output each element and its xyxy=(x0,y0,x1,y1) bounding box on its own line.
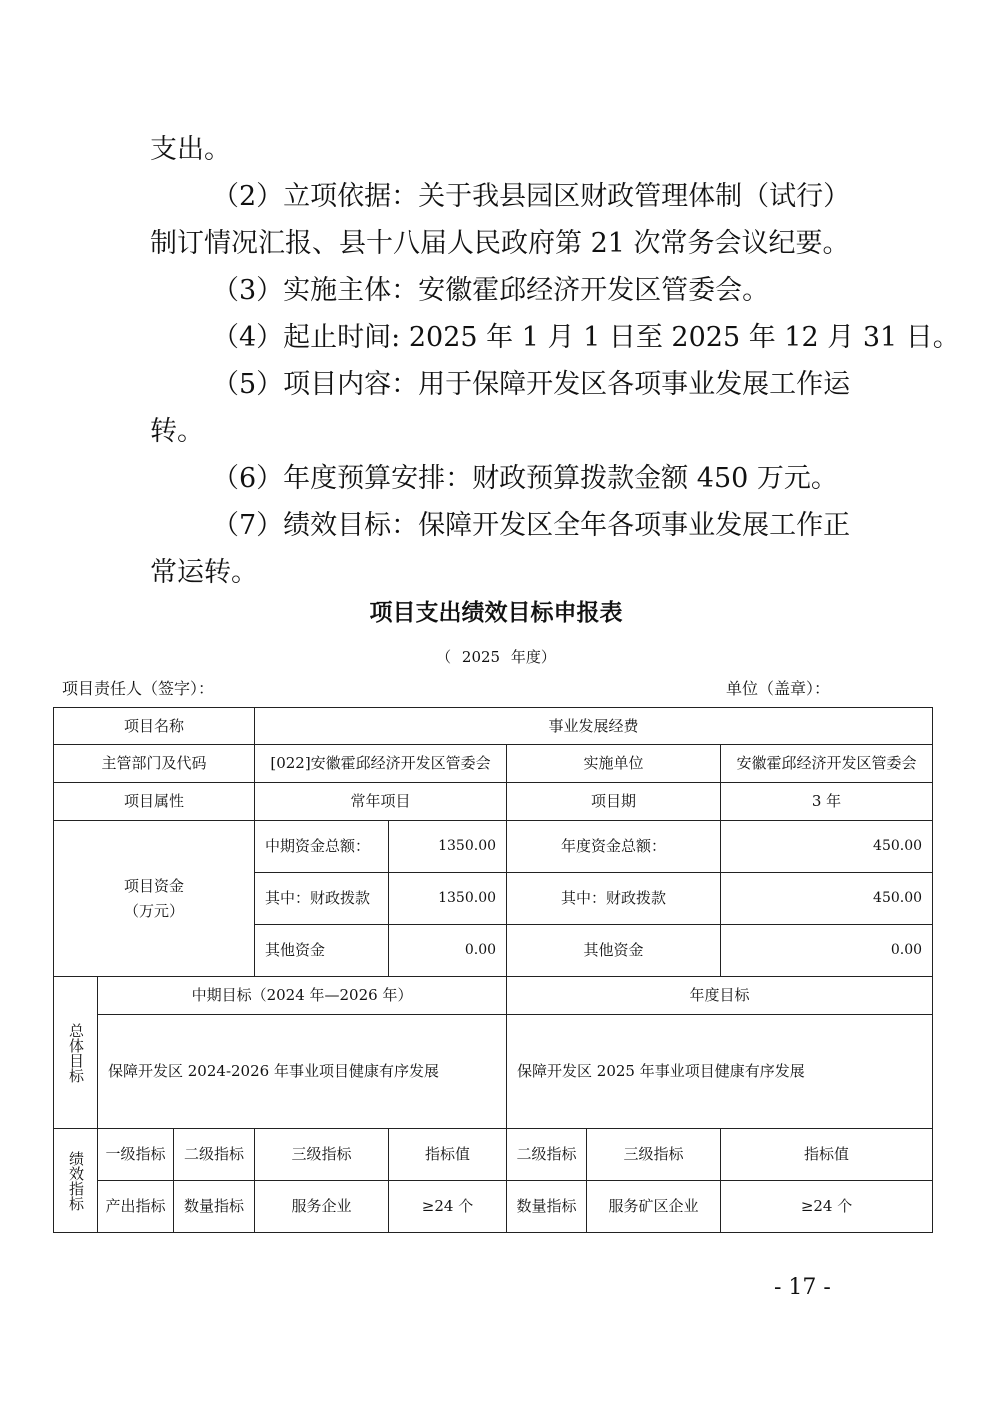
body-line: 制订情况汇报、县十八届人民政府第 21 次常务会议纪要。 xyxy=(150,228,850,259)
level1-output: 产出指标 xyxy=(98,1181,174,1233)
page-number: - 17 - xyxy=(774,1275,831,1300)
level3-header-annual: 三级指标 xyxy=(587,1129,721,1181)
body-line: （6）年度预算安排：财政预算拨款金额 450 万元。 xyxy=(212,463,838,494)
dept-label: 主管部门及代码 xyxy=(54,745,255,783)
body-line: （4）起止时间: 2025 年 1 月 1 日至 2025 年 12 月 31 日。 xyxy=(212,322,960,353)
dept-value: [022]安徽霍邱经济开发区管委会 xyxy=(255,745,507,783)
funds-label-unit: （万元） xyxy=(124,901,185,920)
level2-header: 二级指标 xyxy=(174,1129,255,1181)
funds-label-line: 项目资金 xyxy=(124,876,185,895)
body-line: 常运转。 xyxy=(150,557,258,588)
perf-indicator-label: 绩效指标 xyxy=(54,1129,98,1233)
form-year: （ 2025 年度） xyxy=(436,648,556,666)
impl-unit-value: 安徽霍邱经济开发区管委会 xyxy=(721,745,933,783)
indicator-value-annual: ≥24 个 xyxy=(721,1181,933,1233)
mid-goal-text: 保障开发区 2024-2026 年事业项目健康有序发展 xyxy=(98,1015,507,1129)
project-period-label: 项目期 xyxy=(507,783,721,821)
project-name-value: 事业发展经费 xyxy=(255,708,933,745)
table-row xyxy=(54,1015,933,1129)
table-row xyxy=(54,1129,933,1181)
value-header: 指标值 xyxy=(389,1129,507,1181)
project-attr-label: 项目属性 xyxy=(54,783,255,821)
project-period-value: 3 年 xyxy=(721,783,933,821)
annual-fiscal-value: 450.00 xyxy=(721,873,933,925)
performance-goal-table xyxy=(53,707,933,1233)
annual-total-label: 年度资金总额： xyxy=(507,821,721,873)
annual-other-value: 0.00 xyxy=(721,925,933,977)
form-title: 项目支出绩效目标申报表 xyxy=(369,600,623,626)
value-header-annual: 指标值 xyxy=(721,1129,933,1181)
project-funds-label xyxy=(54,821,255,977)
level2-quantity: 数量指标 xyxy=(174,1181,255,1233)
table-row xyxy=(54,821,933,873)
impl-unit-label: 实施单位 xyxy=(507,745,721,783)
mid-total-value: 1350.00 xyxy=(389,821,507,873)
annual-fiscal-label: 其中：财政拨款 xyxy=(507,873,721,925)
body-line: （2）立项依据：关于我县园区财政管理体制（试行） xyxy=(212,181,851,212)
body-line: 转。 xyxy=(150,416,204,447)
mid-fiscal-label: 其中：财政拨款 xyxy=(255,873,389,925)
unit-seal-label: 单位（盖章）： xyxy=(726,679,831,698)
mid-other-label: 其他资金 xyxy=(255,925,389,977)
body-line: （5）项目内容：用于保障开发区各项事业发展工作运 xyxy=(212,369,851,400)
mid-fiscal-value: 1350.00 xyxy=(389,873,507,925)
annual-other-label: 其他资金 xyxy=(507,925,721,977)
annual-total-value: 450.00 xyxy=(721,821,933,873)
level3-header: 三级指标 xyxy=(255,1129,389,1181)
table-row xyxy=(54,745,933,783)
project-attr-value: 常年项目 xyxy=(255,783,507,821)
table-row xyxy=(54,1181,933,1233)
mid-goal-header: 中期目标（2024 年—2026 年） xyxy=(98,977,507,1015)
level2-header-annual: 二级指标 xyxy=(507,1129,587,1181)
body-line: （3）实施主体：安徽霍邱经济开发区管委会。 xyxy=(212,275,770,306)
overall-goal-label: 总体目标 xyxy=(54,977,98,1129)
level1-header: 一级指标 xyxy=(98,1129,174,1181)
annual-goal-header: 年度目标 xyxy=(507,977,933,1015)
table-row xyxy=(54,783,933,821)
indicator-value: ≥24 个 xyxy=(389,1181,507,1233)
table-row xyxy=(54,977,933,1015)
mid-total-label: 中期资金总额： xyxy=(255,821,389,873)
table-row xyxy=(54,708,933,745)
level2-quantity-annual: 数量指标 xyxy=(507,1181,587,1233)
mid-other-value: 0.00 xyxy=(389,925,507,977)
level3-service-annual: 服务矿区企业 xyxy=(587,1181,721,1233)
annual-goal-text: 保障开发区 2025 年事业项目健康有序发展 xyxy=(507,1015,933,1129)
body-line: 支出。 xyxy=(150,134,231,165)
responsible-signature-label: 项目责任人（签字）： xyxy=(62,679,215,698)
body-line: （7）绩效目标：保障开发区全年各项事业发展工作正 xyxy=(212,510,851,541)
level3-service: 服务企业 xyxy=(255,1181,389,1233)
project-name-label: 项目名称 xyxy=(54,708,255,745)
